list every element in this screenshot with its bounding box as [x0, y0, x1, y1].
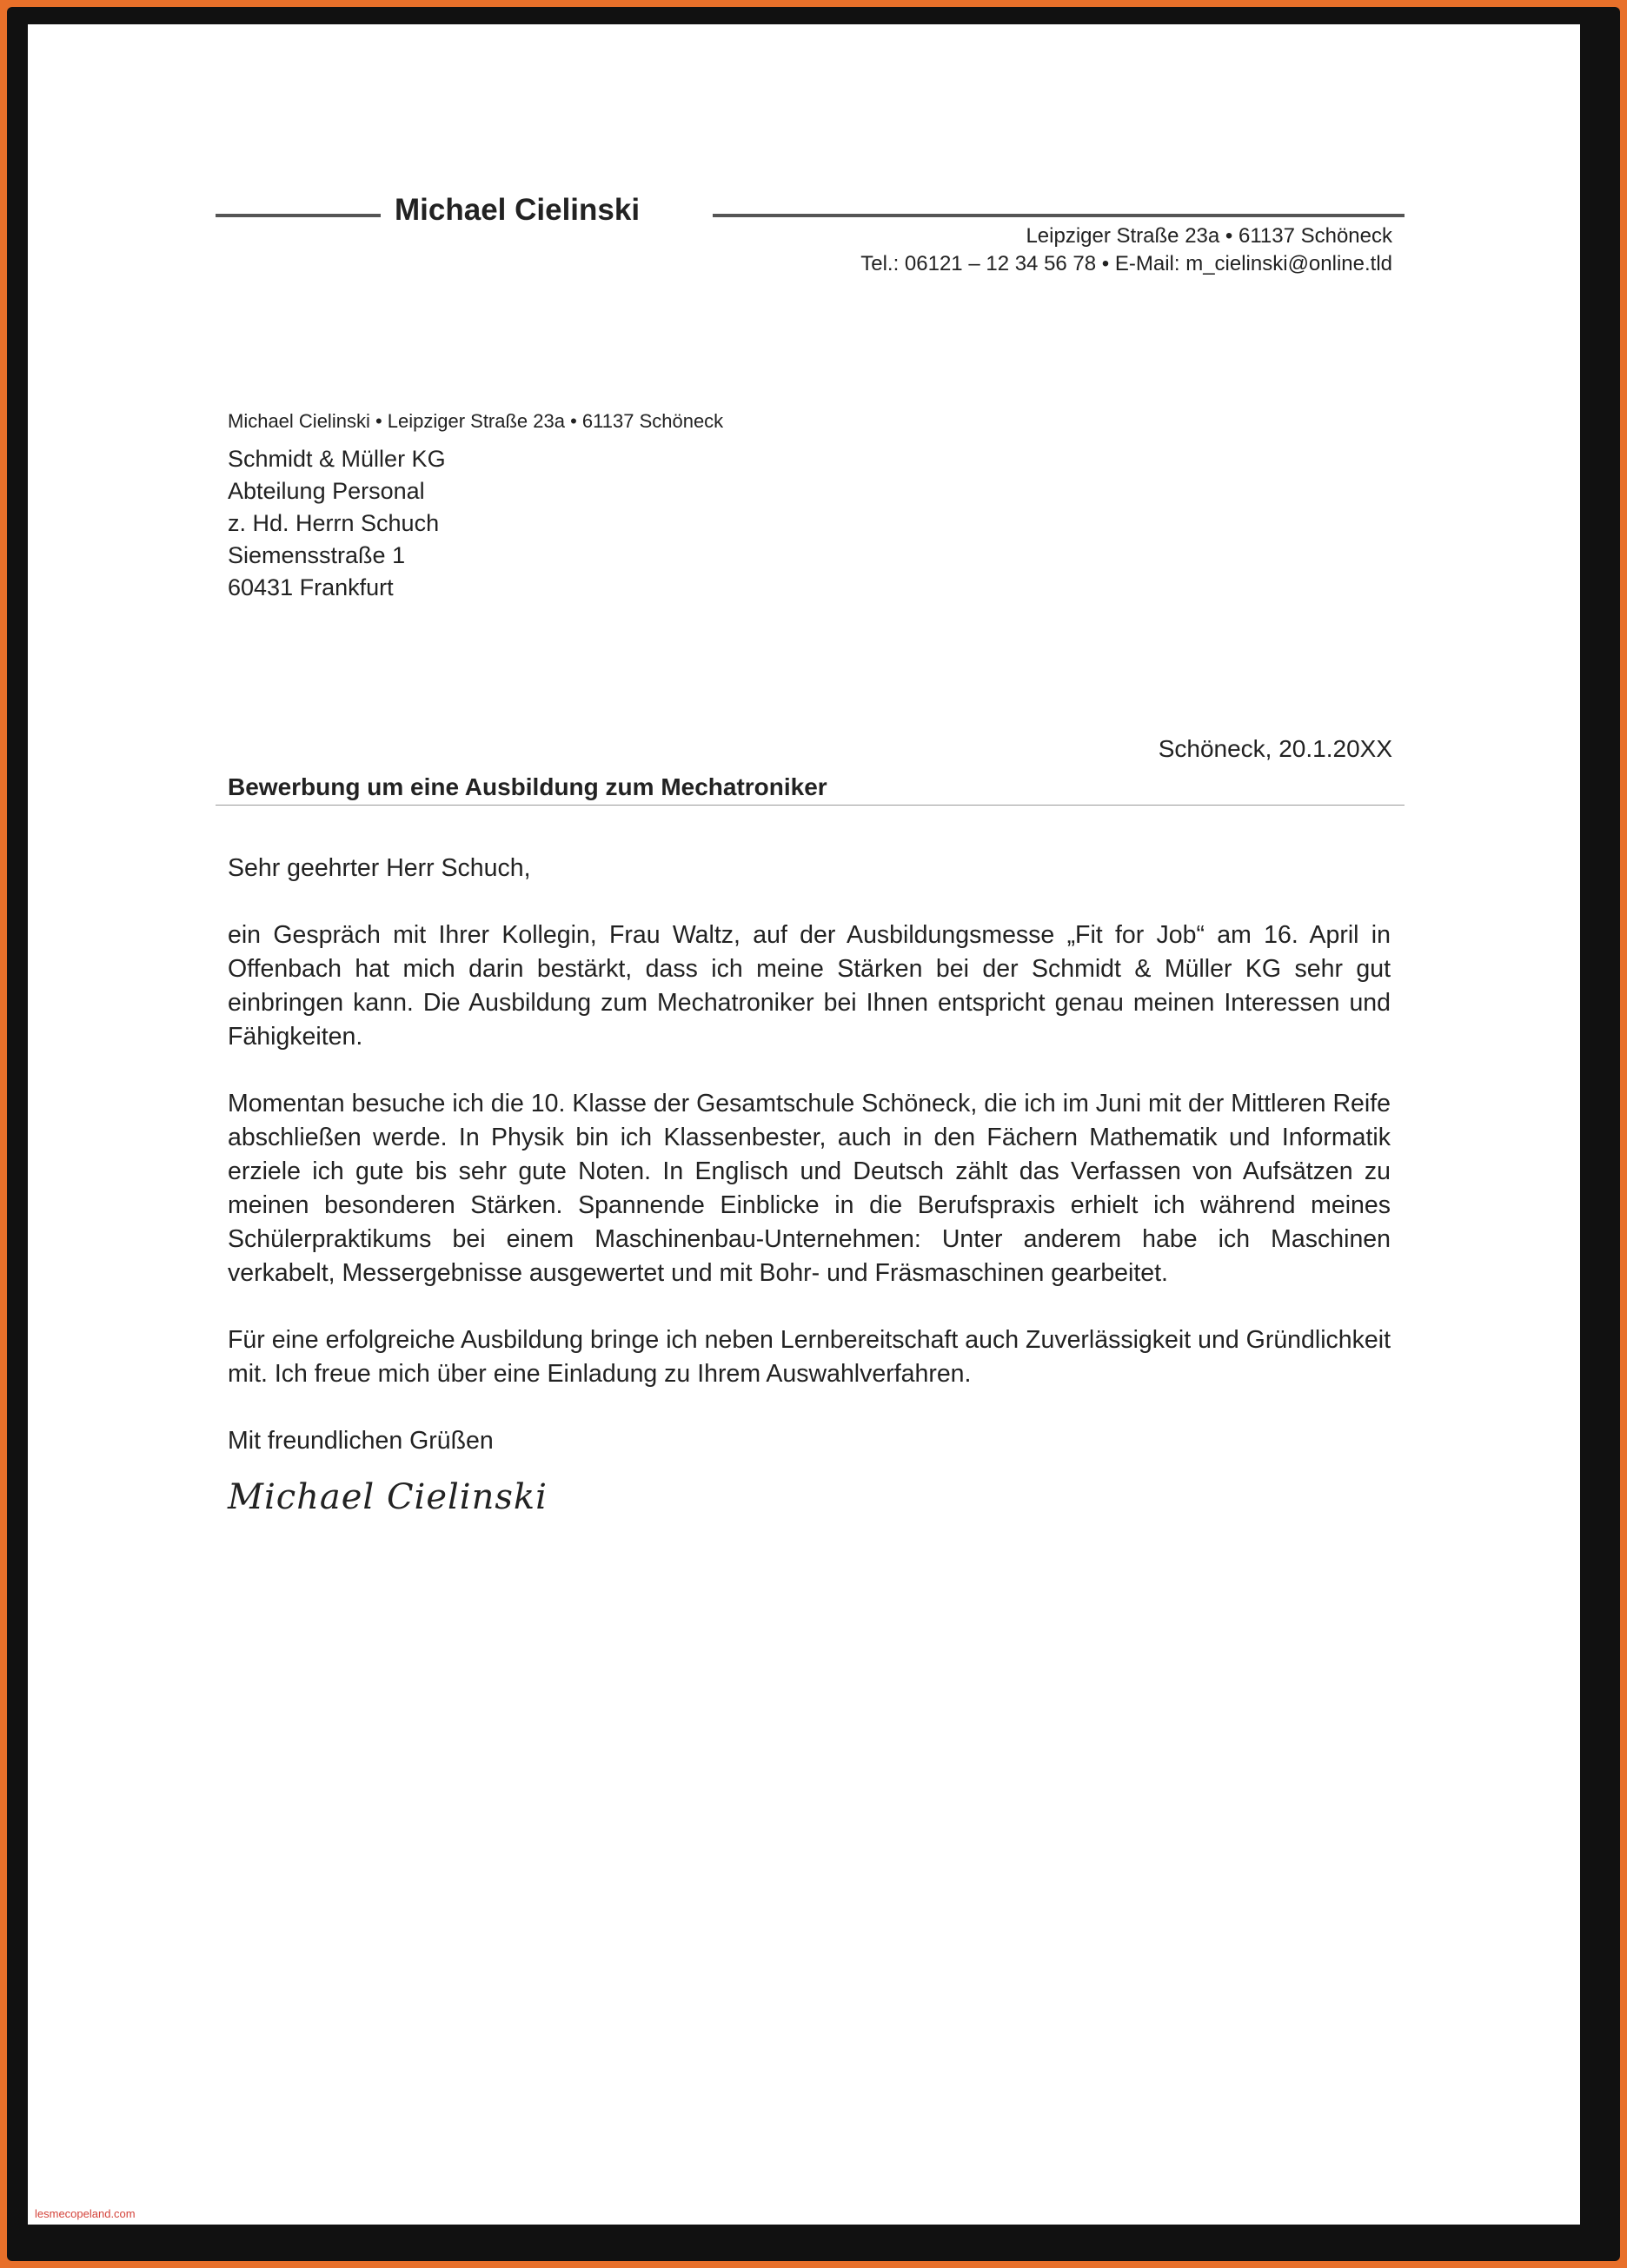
sender-return-line: Michael Cielinski • Leipziger Straße 23a • 61137 Schöneck [228, 410, 724, 432]
recipient-line: Siemensstraße 1 [228, 542, 406, 568]
salutation: Sehr geehrter Herr Schuch, [228, 854, 531, 882]
watermark: lesmecopeland.com [35, 2207, 136, 2220]
subject-divider [216, 805, 1405, 806]
body-paragraph: Für eine erfolgreiche Ausbildung bringe ich neben Lernbereitschaft auch Zuverlässigkeit und Gründlichkeit mit. Ich freue mich über eine Einladung zu Ihrem Auswahlverfahren. [228, 1326, 1391, 1388]
body-paragraph: Momentan besuche ich die 10. Klasse der Gesamtschule Schöneck, die ich im Juni mit der Mittleren Reife abschließen werde. In Physik bin ich Klassenbester, auch in den Fächern Mathematik und Informatik erziele ich gute bis sehr gute Noten. In Englisch und Deutsch zählt das Verfassen von Aufsätzen zu meinen besonderen Stärken. Spannende Einblicke in die Berufspraxis erhielt ich während meines Schülerpraktikums bei einem Maschinenbau-Unternehmen: Unter anderem habe ich Maschinen verkabelt, Messergebnisse ausgewertet und mit Bohr- und Fräsmaschinen gearbeitet. [228, 1090, 1391, 1287]
letter-body [228, 852, 1391, 1458]
header-rule-right [713, 214, 1405, 217]
letter-date: Schöneck, 20.1.20XX [1158, 735, 1392, 762]
recipient-line: 60431 Frankfurt [228, 574, 394, 600]
closing: Mit freundlichen Grüßen [228, 1427, 494, 1455]
recipient-line: Schmidt & Müller KG [228, 446, 446, 472]
signature: Michael Cielinski [228, 1477, 548, 1517]
header-address: Leipziger Straße 23a • 61137 Schöneck [1026, 224, 1392, 248]
header-name: Michael Cielinski [395, 193, 641, 227]
letter-subject: Bewerbung um eine Ausbildung zum Mechatroniker [228, 773, 827, 800]
header-contact: Tel.: 06121 – 12 34 56 78 • E-Mail: m_cielinski@online.tld [860, 252, 1392, 275]
recipient-line: z. Hd. Herrn Schuch [228, 510, 440, 536]
recipient-line: Abteilung Personal [228, 478, 425, 504]
body-paragraph: ein Gespräch mit Ihrer Kollegin, Frau Waltz, auf der Ausbildungsmesse „Fit for Job“ am 16. April in Offenbach hat mich darin bestärkt, dass ich meine Stärken bei der Schmidt & Müller KG sehr gut einbringen kann. Die Ausbildung zum Mechatroniker bei Ihnen entspricht genau meinen Interessen und Fähigkeiten. [228, 921, 1391, 1051]
recipient-address [228, 443, 446, 604]
header-rule-left [216, 214, 381, 217]
